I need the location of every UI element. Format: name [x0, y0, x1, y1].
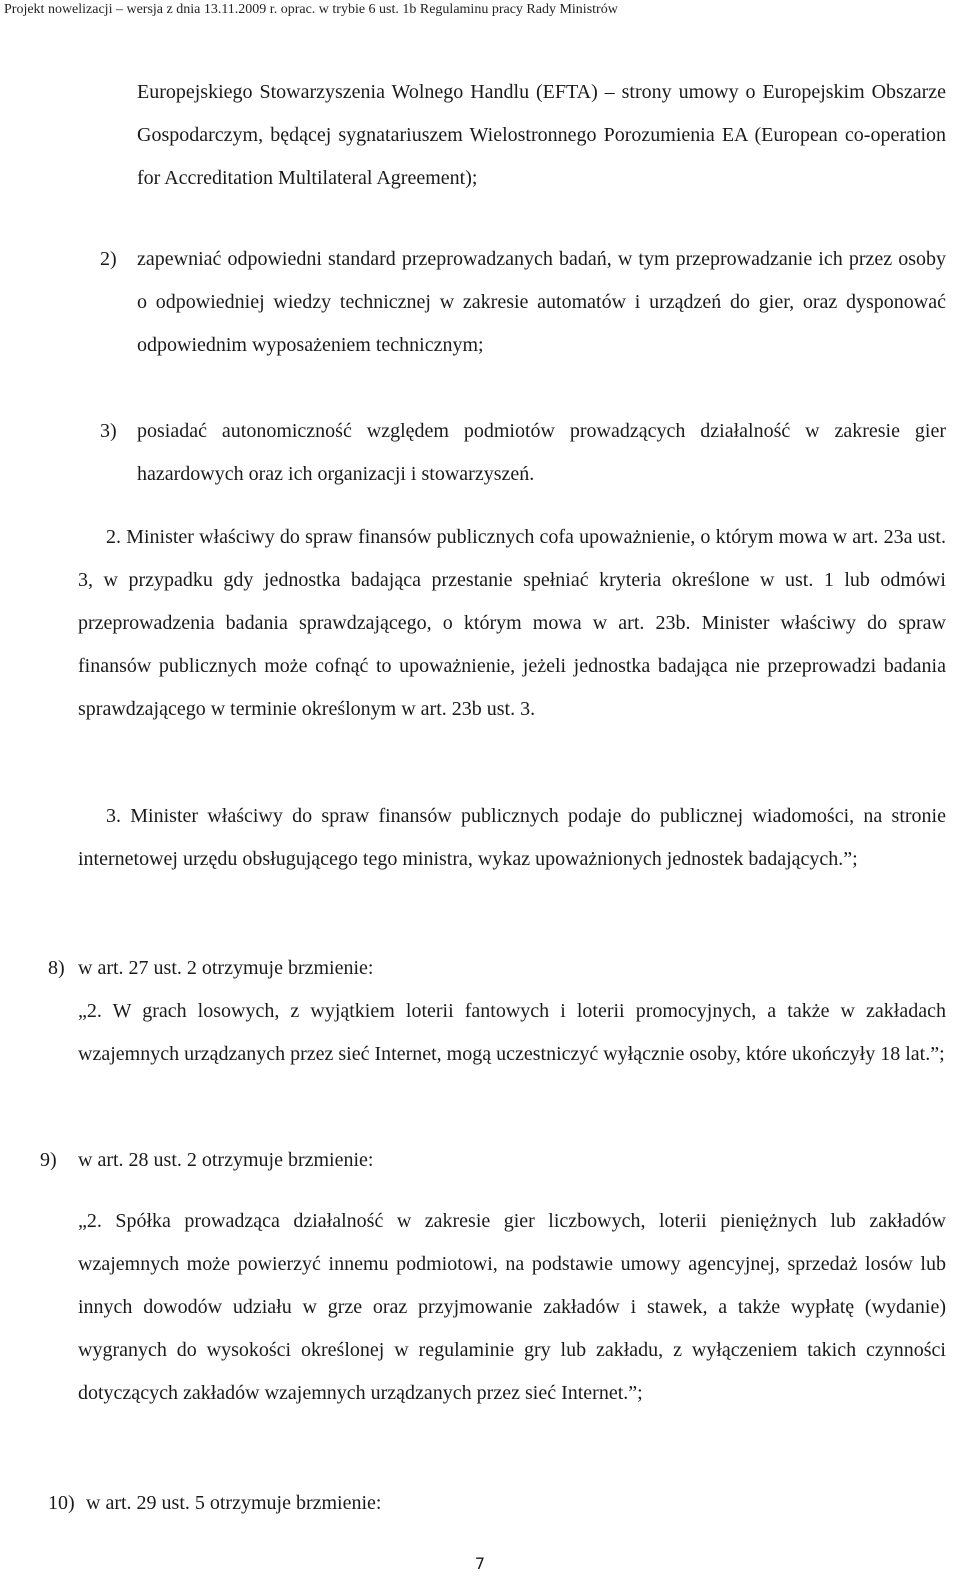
- quoted-paragraph: „2. Spółka prowadząca działalność w zakresie gier liczbowych, loterii pieniężnych lub zakładów wzajemnych może powierzyć innemu podmiotowi, na podstawie umowy agencyjnej, sprzedaż losów lub innych dowodów udziału w grze oraz przyjmowanie zakładów i stawek, a także wypłatę (wydanie) wygranych do wysokości określonej w regulaminie gry lub zakładu, z wyłączeniem takich czynności dotyczących zakładów wzajemnych urządzanych przez sieć Internet.”;: [78, 1210, 946, 1404]
- list-marker: 8): [48, 957, 65, 979]
- page-number: 7: [474, 1554, 486, 1573]
- list-item-text: w art. 28 ust. 2 otrzymuje brzmienie:: [78, 1149, 374, 1171]
- list-item-text: zapewniać odpowiedni standard przeprowadzanych badań, w tym przeprowadzanie ich przez osoby o odpowiedniej wiedzy technicznej w zakresie automatów i urządzeń do gier, oraz dysponować odpowiednim wyposażeniem technicznym;: [137, 248, 946, 356]
- quoted-paragraph: „2. W grach losowych, z wyjątkiem loterii fantowych i loterii promocyjnych, a także w zakładach wzajemnych urządzanych przez sieć Internet, mogą uczestniczyć wyłącznie osoby, które ukończyły 18 lat.”;: [78, 1000, 946, 1065]
- paragraph: 2. Minister właściwy do spraw finansów publicznych cofa upoważnienie, o którym mowa w art. 23a ust. 3, w przypadku gdy jednostka badająca przestanie spełniać kryteria określone w ust. 1 lub odmówi przeprowadzenia badania sprawdzającego, o którym mowa w art. 23b. Minister właściwy do spraw finansów publicznych może cofnąć to upoważnienie, jeżeli jednostka badająca nie przeprowadzi badania sprawdzającego w terminie określonym w art. 23b ust. 3.: [78, 526, 946, 720]
- running-header: Projekt nowelizacji – wersja z dnia 13.11.2009 r. oprac. w trybie 6 ust. 1b Regulaminu pracy Rady Ministrów: [4, 2, 618, 17]
- list-marker: 9): [40, 1149, 57, 1171]
- list-marker: 2): [100, 248, 117, 270]
- list-item-text: posiadać autonomiczność względem podmiotów prowadzących działalność w zakresie gier hazardowych oraz ich organizacji i stowarzyszeń.: [137, 420, 946, 485]
- list-item-text: w art. 27 ust. 2 otrzymuje brzmienie:: [78, 957, 374, 979]
- list-marker: 10): [48, 1492, 75, 1514]
- list-item-text: w art. 29 ust. 5 otrzymuje brzmienie:: [86, 1492, 382, 1514]
- paragraph: 3. Minister właściwy do spraw finansów publicznych podaje do publicznej wiadomości, na stronie internetowej urzędu obsługującego tego ministra, wykaz upoważnionych jednostek badających.”;: [78, 805, 946, 870]
- paragraph-continuation: Europejskiego Stowarzyszenia Wolnego Handlu (EFTA) – strony umowy o Europejskim Obszarze Gospodarczym, będącej sygnatariuszem Wielostronnego Porozumienia EA (European co-operation for Accreditation Multilateral Agreement);: [137, 81, 946, 189]
- list-marker: 3): [100, 420, 117, 442]
